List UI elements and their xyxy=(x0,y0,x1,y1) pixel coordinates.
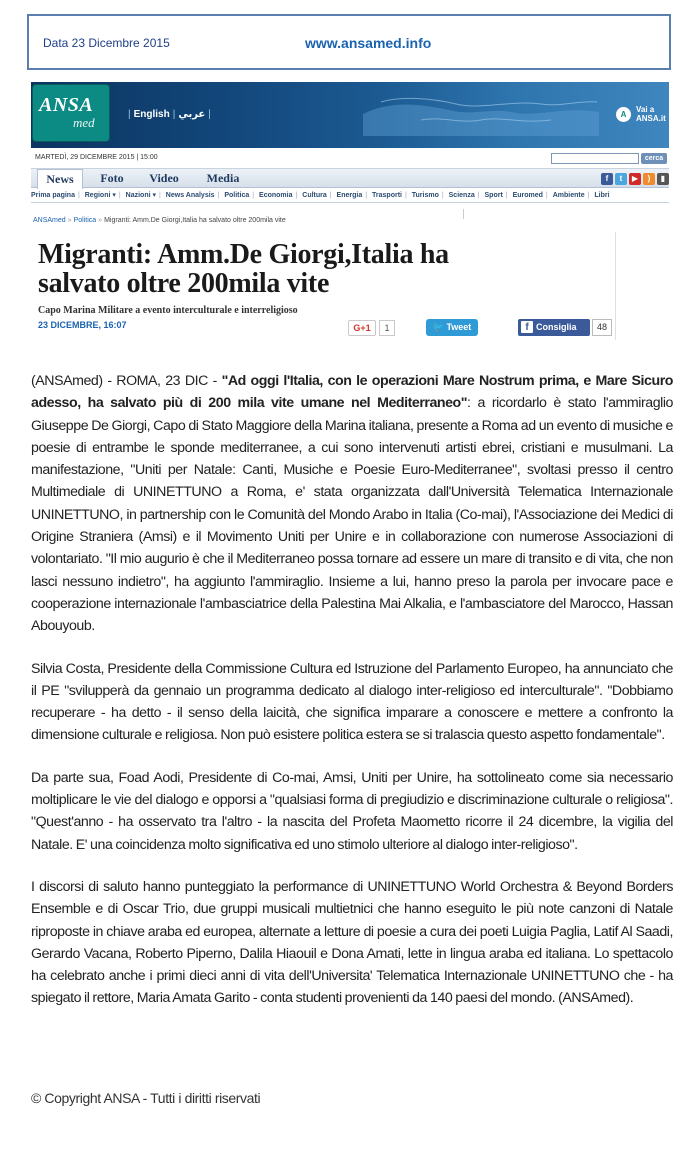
category-item[interactable]: Nazioni ▾ xyxy=(125,192,157,199)
language-switcher: | English | عربي | xyxy=(128,109,211,120)
google-plus-count: 1 xyxy=(379,320,395,336)
category-item[interactable]: Prima pagina xyxy=(31,192,75,199)
tweet-button[interactable]: 🐦 Tweet xyxy=(426,319,478,336)
tab-news[interactable]: News xyxy=(37,169,83,189)
tab-video[interactable]: Video xyxy=(149,171,179,185)
tab-media[interactable]: Media xyxy=(206,171,240,185)
facebook-icon: f xyxy=(521,321,533,333)
category-item[interactable]: Sport xyxy=(484,192,503,199)
facebook-count: 48 xyxy=(592,319,612,336)
ansamed-logo[interactable]: ANSA med xyxy=(33,85,109,141)
category-item[interactable]: Libri xyxy=(594,192,610,199)
page-title: Migranti: Amm.De Giorgi,Italia ha salvato oltre 200mila vite xyxy=(38,239,449,299)
rss-icon[interactable]: ) xyxy=(643,173,655,185)
category-item[interactable]: Energia xyxy=(336,192,363,199)
breadcrumb: ANSAmed » Politica » Migranti: Amm.De Giorgi,Italia ha salvato oltre 200mila vite xyxy=(33,217,286,224)
tab-foto[interactable]: Foto xyxy=(100,171,124,185)
site-banner xyxy=(31,82,669,148)
google-plus-button[interactable]: G+1 xyxy=(348,320,376,336)
copyright-notice: © Copyright ANSA - Tutti i diritti riservati xyxy=(31,1090,261,1106)
mobile-icon[interactable]: ▮ xyxy=(657,173,669,185)
facebook-recommend-button[interactable]: f Consiglia xyxy=(518,319,590,336)
mediterranean-map-icon xyxy=(361,90,601,136)
lang-arabic[interactable]: عربي xyxy=(178,109,206,120)
document-header xyxy=(27,14,671,70)
main-nav xyxy=(31,168,669,188)
category-item[interactable]: Economia xyxy=(259,192,293,199)
facebook-icon[interactable]: f xyxy=(601,173,613,185)
document-date: Data 23 Dicembre 2015 xyxy=(43,36,170,50)
category-bar: Prima pagina | Regioni ▾ | Nazioni ▾ | News Analysis | Politica | Economia | Cultura | Energia | Trasporti | Turismo | Scienza | Sport | Euromed | Ambiente | Libri xyxy=(31,189,669,203)
search-input[interactable] xyxy=(551,153,639,164)
search-button[interactable]: cerca xyxy=(641,153,667,164)
article-subtitle: Capo Marina Militare a evento interculturale e interreligioso xyxy=(38,305,298,316)
youtube-icon[interactable]: ▶ xyxy=(629,173,641,185)
site-url[interactable]: www.ansamed.info xyxy=(305,35,432,51)
category-item[interactable]: Regioni ▾ xyxy=(84,192,116,199)
twitter-icon[interactable]: t xyxy=(615,173,627,185)
article-paragraph: Silvia Costa, Presidente della Commissione Cultura ed Istruzione del Parlamento Europeo, ha annunciato che il PE "svilupperà da gennaio un programma dedicato al dialogo inter-religioso ed interculturale". "Dobbiamo recuperare - ha detto - il senso della laicità, che significa imparare a conoscere e mettere a confronto la dimensione culturale e religiosa. Non può esistere politica estera se si tralascia questo aspetto fondamentale". xyxy=(31,660,673,744)
category-item[interactable]: Trasporti xyxy=(372,192,402,199)
ansa-it-icon: A xyxy=(616,107,631,122)
divider xyxy=(615,232,616,340)
category-item[interactable]: Cultura xyxy=(302,192,327,199)
category-item[interactable]: Ambiente xyxy=(552,192,585,199)
category-item[interactable]: Euromed xyxy=(512,192,543,199)
breadcrumb-section[interactable]: Politica xyxy=(73,217,97,224)
article-body xyxy=(31,370,673,1030)
breadcrumb-home[interactable]: ANSAmed xyxy=(33,217,66,224)
article-paragraph: I discorsi di saluto hanno punteggiato la performance di UNINETTUNO World Orchestra & Beyond Borders Ensemble e di Oscar Trio, due gruppi musicali multietnici che hanno eseguito le più note canzoni di Natale riproposte in chiave araba ed europea, alternate a letture di poesie a cura dei poeti Luigia Paglia, Latif Al Saadi, Gerardo Vacana, Roberto Piperno, Dalila Hiaouil e Dona Amati, lette in lingua araba ed italiana. Lo spettacolo ha celebrato anche i primi dieci anni di vita dell'Universita' Telematica Internazionale UNINETTUNO che - ha spiegato il rettore, Maria Amata Garito - conta studenti provenienti da 140 paesi del mondo. (ANSAmed). xyxy=(31,878,673,1007)
category-item[interactable]: Politica xyxy=(224,192,250,199)
breadcrumb-current: Migranti: Amm.De Giorgi,Italia ha salvato oltre 200mila vite xyxy=(104,217,286,224)
article-paragraph: (ANSAmed) - ROMA, 23 DIC - "Ad oggi l'Italia, con le operazioni Mare Nostrum prima, e Mare Sicuro adesso, ha salvato più di 200 mila vite umane nel Mediterraneo": a ricordarlo è stato l'ammiraglio Giuseppe De Giorgi, Capo di Stato Maggiore della Marina italiana, presente a Roma ad un evento di musiche e poesie di entrambe le sponde mediterranee, a cui sono intervenuti artisti ebrei, cristiani e musulmani. La manifestazione, "Uniti per Natale: Canti, Musiche e Poesie Euro-Mediterranee", svoltasi presso il centro Multimediale di UNINETTUNO a Roma, e' stata organizzata dall'Università Telematica Internazionale UNINETTUNO, in partnership con le Comunità del Mondo Arabo in Italia (Co-mai), l'Associazione dei Medici di Origine Straniera (Amsi) e il Movimento Uniti per Unire e in collaborazione con numerose Associazioni di volontariato. "Il mio augurio è che il Mediterraneo possa tornare ad essere un mare di transito e di vita, che non lasci nessuno indietro", ha aggiunto l'ammiraglio. Insieme a lui, hanno preso la parola per invocare pace e cooperazione internazionale l'ambasciatrice della Palestina Mai Alkalia, e l'ambasciatore del Marocco, Hassan Abouyoub. xyxy=(31,373,673,635)
article-paragraph: Da parte sua, Foad Aodi, Presidente di Co-mai, Amsi, Uniti per Unire, ha sottolineato come sia necessario moltiplicare le vie del dialogo e opporsi a "qualsiasi forma di pregiudizio e discriminazione culturale o religiosa". "Quest'anno - ha osservato tra l'altro - la nascita del Profeta Maometto ricorre il 24 dicembre, la vigilia del Natale. E' una coincidenza molto significativa ed uno stimolo ulteriore al dialogo inter-religioso". xyxy=(31,769,673,853)
category-item[interactable]: News Analysis xyxy=(165,192,215,199)
divider xyxy=(463,209,464,219)
publish-date: 23 DICEMBRE, 16:07 xyxy=(38,320,127,330)
category-item[interactable]: Scienza xyxy=(448,192,475,199)
lang-english[interactable]: English xyxy=(133,109,170,120)
ansa-it-link[interactable]: A Vai a ANSA.it xyxy=(616,104,664,126)
category-item[interactable]: Turismo xyxy=(411,192,439,199)
current-dateline: MARTEDÌ, 29 DICEMBRE 2015 | 15:00 xyxy=(35,154,158,161)
article-screenshot xyxy=(31,82,669,344)
